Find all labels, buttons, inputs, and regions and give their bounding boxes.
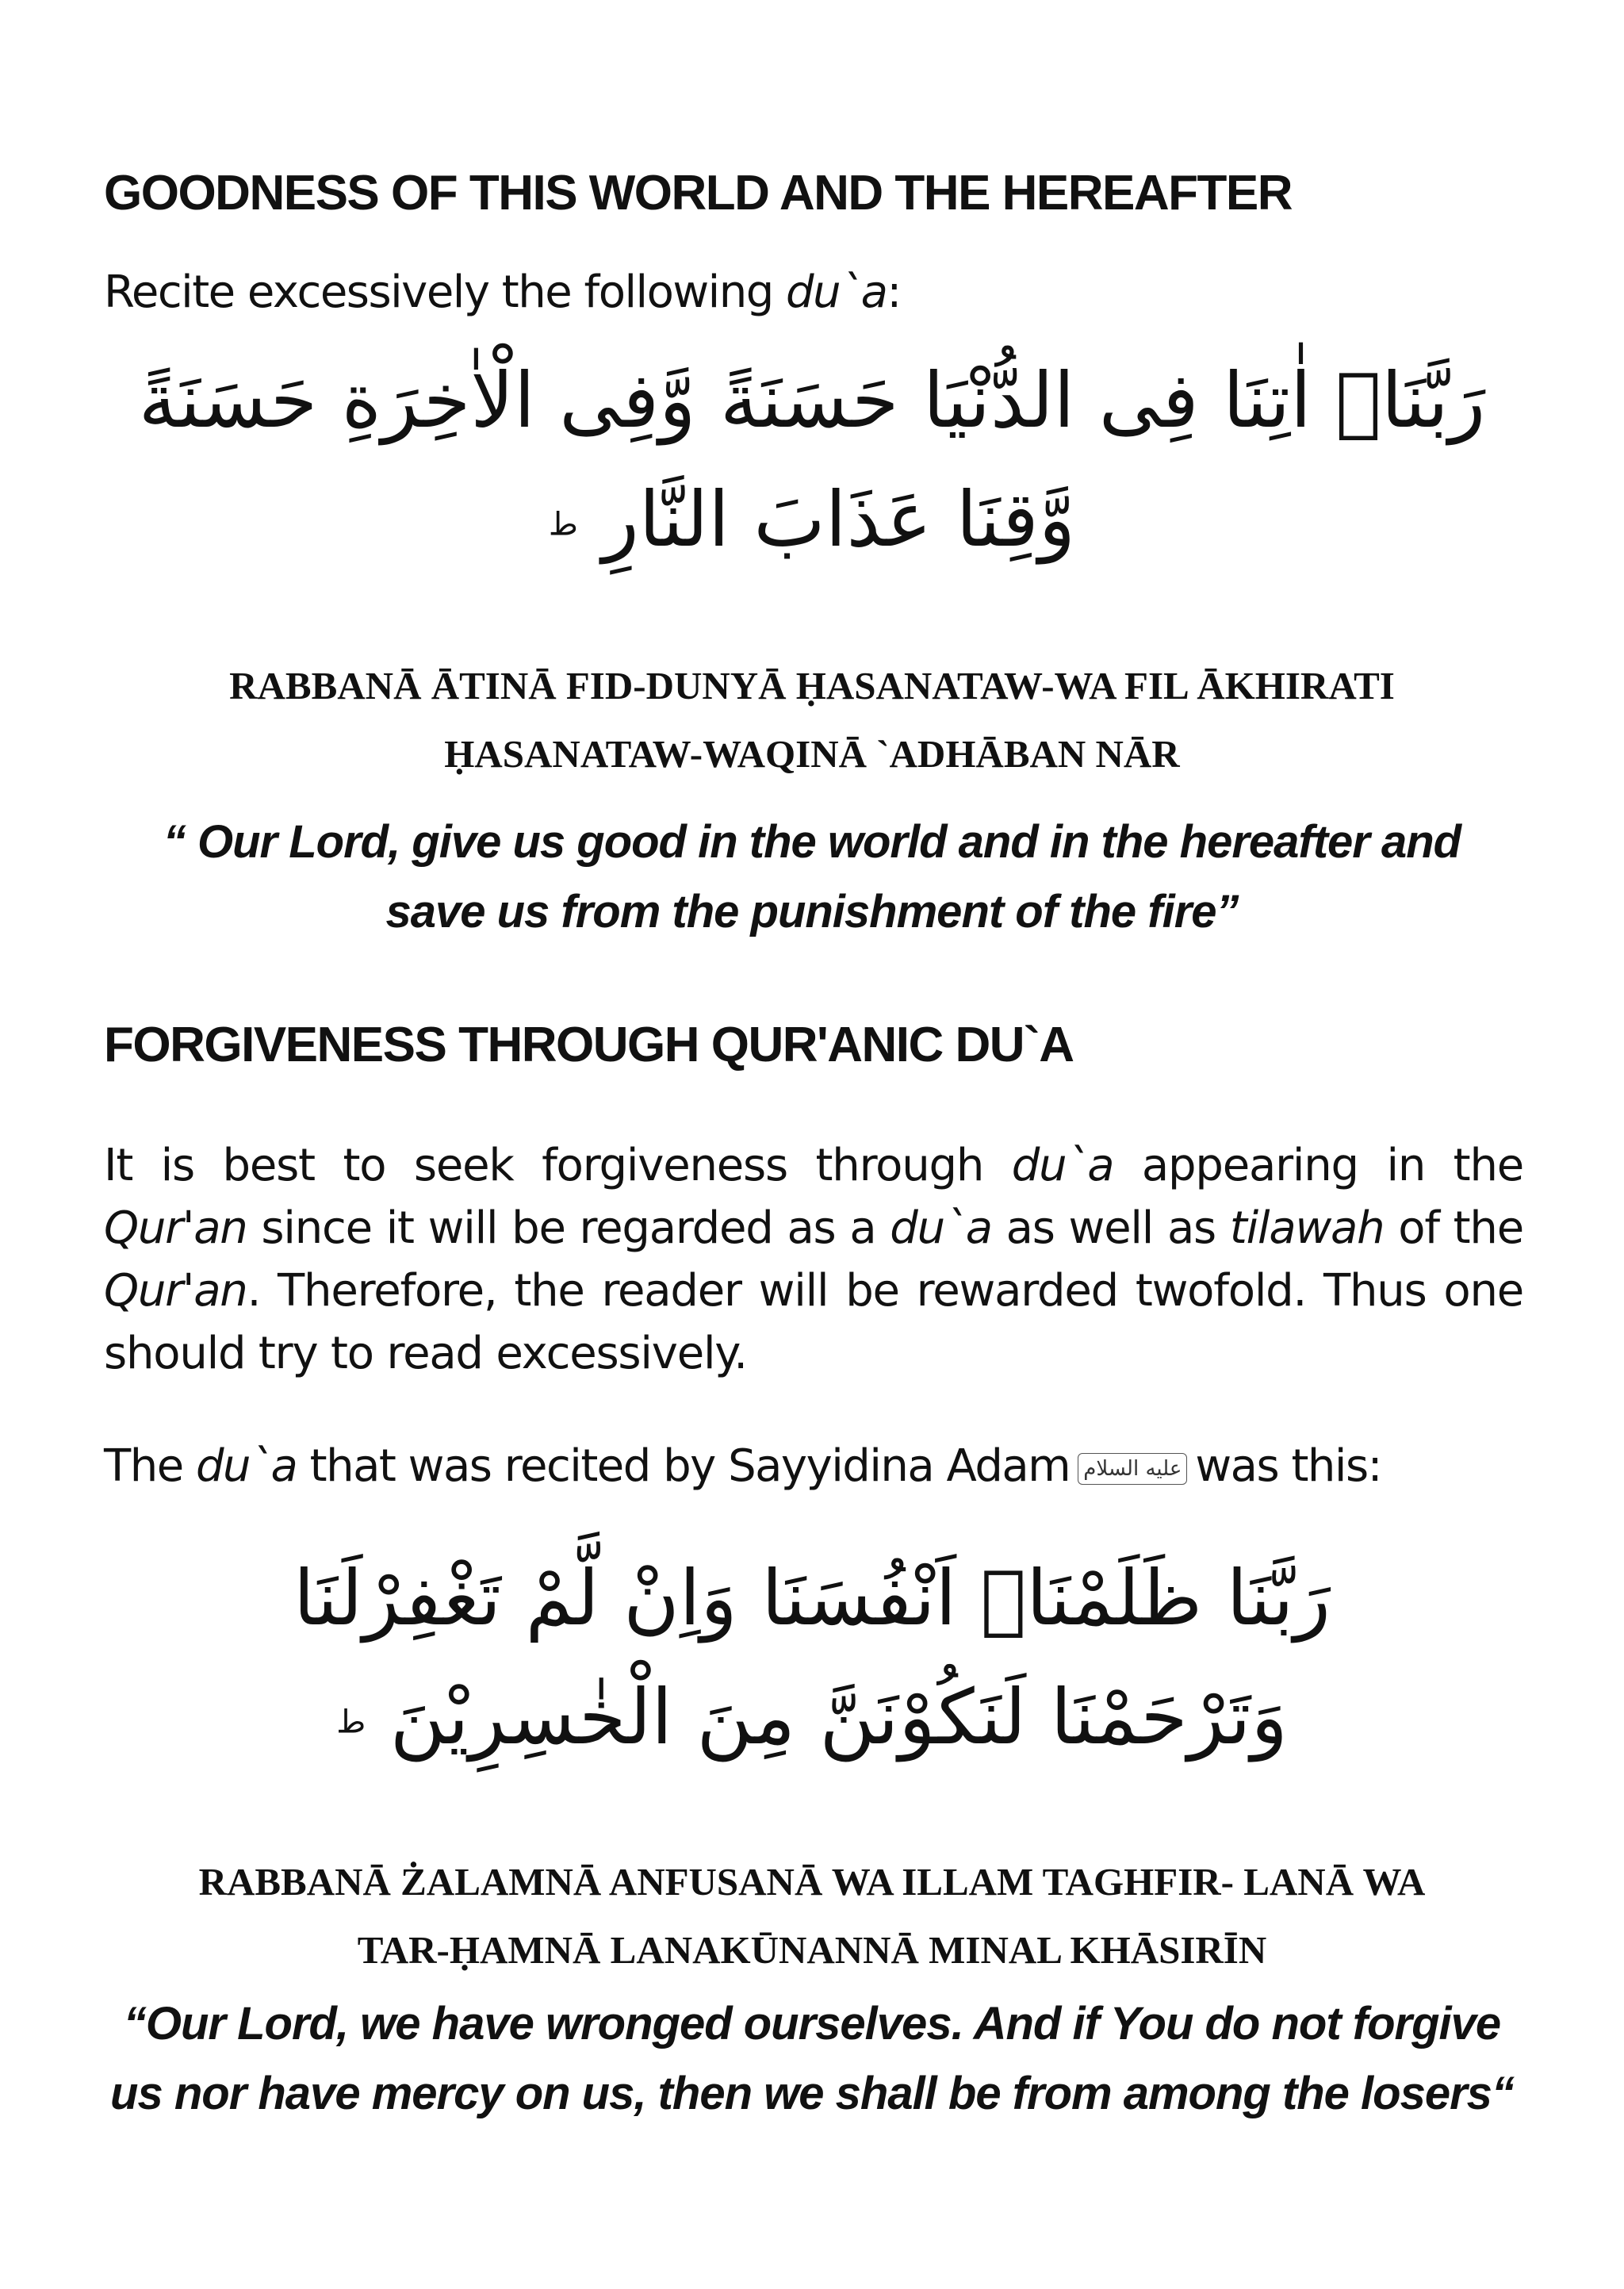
translation-1-line1: “ Our Lord, give us good in the world and in the hereafter and	[163, 816, 1461, 868]
adam-line-text: that was recited by Sayyidina Adam	[297, 1440, 1071, 1492]
para-text: . Therefore, the reader will be rewarded twofold. Thus one should try to read excessively.	[104, 1265, 1523, 1379]
forgiveness-paragraph	[104, 1134, 1523, 1385]
arabic-dua-2-line2	[95, 1658, 1529, 1782]
adam-intro-line	[104, 1440, 1381, 1492]
para-italic: Qur'an	[104, 1202, 247, 1254]
transliteration-1-line2: ḤASANATAW-WAQINĀ `ADHĀBAN NĀR	[444, 732, 1180, 776]
arabic-dua-1	[95, 341, 1529, 585]
translation-2-line2: us nor have mercy on us, then we shall be from among the losers“	[110, 2068, 1514, 2119]
transliteration-1	[95, 652, 1529, 788]
arabic-dua-1-line2-text: وَّقِنَا عَذَابَ النَّارِ	[602, 475, 1076, 564]
para-italic: Qur'an	[104, 1265, 247, 1317]
intro-colon: :	[887, 266, 901, 318]
intro-text	[104, 266, 901, 318]
adam-line-italic: du`a	[195, 1440, 297, 1492]
para-text: since it will be regarded as a	[247, 1202, 891, 1254]
arabic-dua-1-line1: رَبَّنَاۤ اٰتِنَا فِى الدُّنْيَا حَسَنَةً وَّفِى الْاٰخِرَةِ حَسَنَةً	[138, 356, 1486, 445]
section-heading-goodness: GOODNESS OF THIS WORLD AND THE HEREAFTER	[104, 166, 1293, 220]
para-text: appearing in the	[1113, 1140, 1523, 1191]
transliteration-1-line1: RABBANĀ ĀTINĀ FID-DUNYĀ ḤASANATAW-WA FIL ĀKHIRATI	[229, 664, 1395, 707]
para-italic: du`a	[890, 1202, 992, 1254]
para-text: as well as	[991, 1202, 1230, 1254]
para-text: of the	[1384, 1202, 1523, 1254]
verse-end-mark: ط	[336, 1704, 366, 1741]
translation-2	[95, 1989, 1529, 2129]
verse-end-mark: ط	[548, 506, 578, 543]
translation-2-line1: “Our Lord, we have wronged ourselves. And if You do not forgive	[123, 1998, 1501, 2049]
para-text: It is best to seek forgiveness through	[104, 1140, 1012, 1191]
para-italic: tilawah	[1229, 1202, 1385, 1254]
transliteration-2-line1: RABBANĀ ŻALAMNĀ ANFUSANĀ WA ILLAM TAGHFIR- LANĀ WA	[198, 1860, 1426, 1904]
arabic-dua-1-line2	[95, 460, 1529, 585]
translation-1	[95, 807, 1529, 947]
honorific-glyph: عليه السلام	[1078, 1453, 1187, 1485]
translation-1-line2: save us from the punishment of the fire”	[385, 886, 1239, 937]
transliteration-2-line2: TAR-ḤAMNĀ LANAKŪNANNĀ MINAL KHĀSIRĪN	[357, 1928, 1267, 1972]
para-italic: du`a	[1011, 1140, 1114, 1191]
adam-line-text: was this:	[1195, 1440, 1382, 1492]
intro-dua-word: du`a	[786, 266, 887, 318]
transliteration-2	[95, 1848, 1529, 1984]
section-heading-forgiveness: FORGIVENESS THROUGH QUR'ANIC DU`A	[104, 1018, 1074, 1072]
adam-line-text: The	[104, 1440, 196, 1492]
arabic-dua-2	[95, 1539, 1529, 1782]
arabic-dua-2-line2-text: وَتَرْحَمْنَا لَنَكُوْنَنَّ مِنَ الْخٰسِرِيْنَ	[389, 1673, 1288, 1762]
arabic-dua-2-line1: رَبَّنَا ظَلَمْنَاۤ اَنْفُسَنَا وَاِنْ لَّمْ تَغْفِرْلَنَا	[293, 1554, 1331, 1643]
intro-text-plain: Recite excessively the following	[104, 266, 787, 318]
